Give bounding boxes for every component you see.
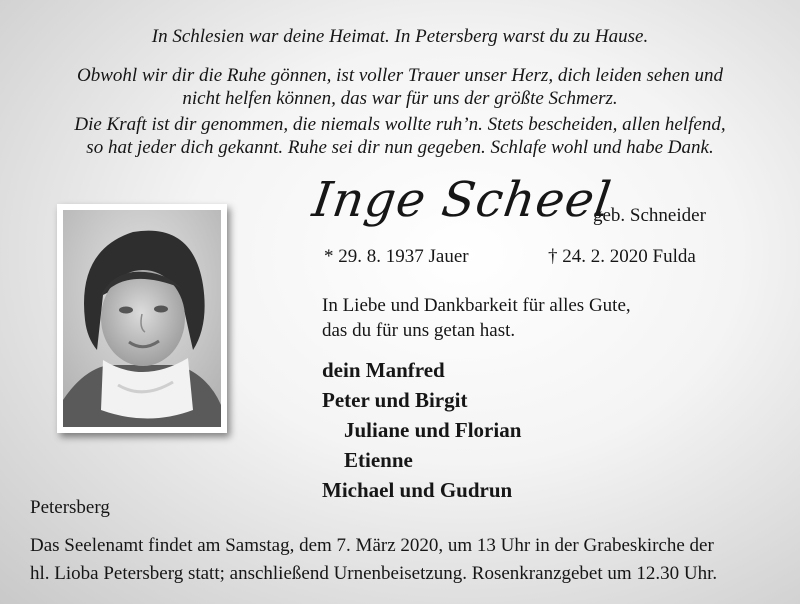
verse-intro [0,25,800,48]
gratitude-line: In Liebe und Dankbarkeit für alles Gute, [322,295,631,316]
verse-stanza-1 [0,64,800,110]
mourners-list [322,355,521,505]
verse-line: nicht helfen können, das war für uns der größte Schmerz. [182,88,618,109]
verse-line: so hat jeder dich gekannt. Ruhe sei dir nun gegeben. Schlafe wohl und habe Dank. [86,137,714,158]
mourner: Etienne [344,448,413,472]
birth-name: geb. Schneider [593,205,706,226]
birth-date: * 29. 8. 1937 Jauer [324,246,469,267]
gratitude-text [322,293,631,343]
mourner: Peter und Birgit [322,388,468,412]
deceased-name: Inge Scheel [309,172,616,228]
death-date: † 24. 2. 2020 Fulda [548,246,696,267]
portrait-image [63,210,221,427]
service-line: Das Seelenamt findet am Samstag, dem 7. März 2020, um 13 Uhr in der Grabeskirche der [30,535,714,556]
portrait-photo [57,204,227,433]
mourner: Juliane und Florian [344,418,522,442]
gratitude-line: das du für uns getan hast. [322,320,516,341]
mourner: Michael und Gudrun [322,478,513,502]
mourner: dein Manfred [322,358,445,382]
verse-line: Die Kraft ist dir genommen, die niemals wollte ruh’n. Stets bescheiden, allen helfend, [74,114,726,135]
verse-stanza-2 [0,113,800,159]
verse-line: Obwohl wir dir die Ruhe gönnen, ist voller Trauer unser Herz, dich leiden sehen und [77,65,723,86]
verse-line: In Schlesien war deine Heimat. In Petersberg warst du zu Hause. [151,26,649,47]
service-line: hl. Lioba Petersberg statt; anschließend Urnenbeisetzung. Rosenkranzgebet um 12.30 Uhr. [30,563,718,584]
place-name: Petersberg [30,497,110,518]
service-notice [30,532,717,588]
